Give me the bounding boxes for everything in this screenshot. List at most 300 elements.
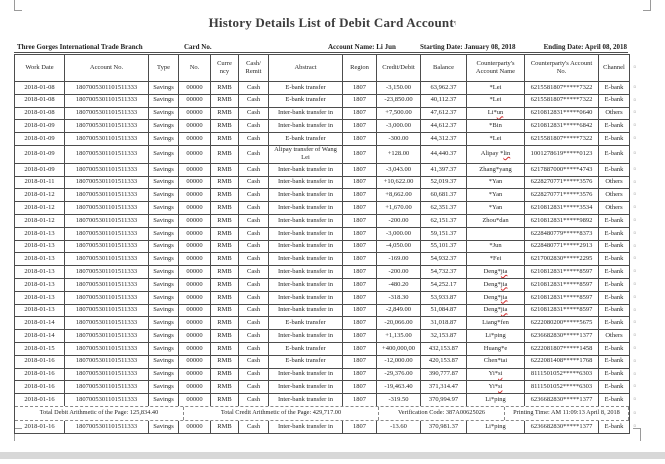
cell-counterparty-account: 6228270771*****3576 <box>525 177 599 189</box>
cell-counterparty-account: 6210812831*****3534 <box>525 202 599 214</box>
cell-cash-remit: Cash <box>239 146 269 163</box>
cell-currency: RMB <box>211 369 239 381</box>
cell-cash-remit: Cash <box>239 120 269 132</box>
cell-type: Savings <box>149 343 179 355</box>
cell-cash-remit: Cash <box>239 241 269 253</box>
cell-balance: 40,112.37 <box>421 95 467 107</box>
cell-type: Savings <box>149 133 179 145</box>
cell-currency: RMB <box>211 305 239 317</box>
text-boundary-mark-bottom-right <box>633 428 641 441</box>
cell-no: 00000 <box>179 215 211 227</box>
cell-credit-debit: -200.00 <box>377 215 421 227</box>
cell-type: Savings <box>149 177 179 189</box>
table-row <box>15 119 636 132</box>
cell-counterparty-name: *Lei <box>467 133 525 145</box>
cell-currency: RMB <box>211 292 239 304</box>
cell-account-no: 1807005301101511333 <box>65 241 149 253</box>
cell-channel: E-bank <box>604 357 624 365</box>
cell-counterparty-name <box>467 228 525 240</box>
cell-region: 1807 <box>343 253 377 265</box>
row-end-mark: ¤ <box>633 65 636 71</box>
row-end-mark: ¤ <box>633 167 636 173</box>
col-header-work-date: Work Date <box>15 55 65 81</box>
row-end-mark: ¤ <box>633 256 636 262</box>
cell-credit-debit: -2,849.00 <box>377 305 421 317</box>
cell-cash-remit: Cash <box>239 369 269 381</box>
cell-currency: RMB <box>211 108 239 120</box>
cell-channel: Others <box>605 178 623 186</box>
cell-credit-debit: -169.00 <box>377 253 421 265</box>
cell-counterparty-name: Liang*fen <box>467 317 525 329</box>
cell-channel: E-bank <box>604 216 624 224</box>
cell-cash-remit: Cash <box>239 95 269 107</box>
cell-account-no: 1807005301101511333 <box>65 189 149 201</box>
col-header-balance: Balance <box>421 55 467 81</box>
cell-credit-debit: -23,850.00 <box>377 95 421 107</box>
row-end-mark: ¤ <box>633 244 636 250</box>
cell-balance: 420,153.87 <box>421 356 467 368</box>
cell-type: Savings <box>149 120 179 132</box>
cell-channel: E-bank <box>604 134 624 142</box>
cell-balance: 44,312.37 <box>421 133 467 145</box>
cell-work-date: 2018-01-08 <box>15 82 65 94</box>
table-row <box>15 316 636 329</box>
cell-counterparty-account: 6210812831*****0640 <box>525 108 599 120</box>
cell-counterparty-name: Huang*e <box>467 343 525 355</box>
cell-counterparty-name: *Lei <box>467 82 525 94</box>
cell-work-date: 2018-01-09 <box>15 164 65 176</box>
cell-no: 00000 <box>179 279 211 291</box>
cell-type: Savings <box>149 253 179 265</box>
row-end-mark: ¤ <box>633 320 636 326</box>
cell-counterparty-name: *Fei <box>467 253 525 265</box>
branch-name: Three Gorges International Trade Branch <box>17 43 143 51</box>
cell-balance: 44,440.37 <box>421 146 467 163</box>
cell-region: 1807 <box>343 421 377 433</box>
cell-no: 00000 <box>179 394 211 406</box>
cell-work-date: 2018-01-13 <box>15 266 65 278</box>
cell-abstract: Inter-bank transfer in <box>269 279 343 291</box>
card-no-label: Card No. <box>184 43 212 51</box>
cell-counterparty-account: 1001278619*****0123 <box>525 146 599 163</box>
cell-region: 1807 <box>343 330 377 342</box>
cell-credit-debit: -3,000.00 <box>377 120 421 132</box>
cell-region: 1807 <box>343 305 377 317</box>
col-header-counterparty-name: Counterparty's Account Name <box>467 55 525 81</box>
cell-channel: E-bank <box>604 319 624 327</box>
table-row <box>15 94 636 107</box>
cell-abstract: Inter-bank transfer in <box>269 253 343 265</box>
cell-balance: 32,153.87 <box>421 330 467 342</box>
cell-account-no: 1807005301101511333 <box>65 177 149 189</box>
cell-balance: 44,612.37 <box>421 120 467 132</box>
cell-cash-remit: Cash <box>239 343 269 355</box>
statement-info-line <box>14 40 628 53</box>
row-end-mark: ¤ <box>633 372 636 377</box>
cell-counterparty-account: 6236682830*****1377 <box>525 394 599 406</box>
cell-abstract: Inter-bank transfer in <box>269 120 343 132</box>
cell-channel: Others <box>605 191 623 199</box>
table-body <box>15 81 636 406</box>
cell-work-date: 2018-01-13 <box>15 241 65 253</box>
cell-type: Savings <box>149 317 179 329</box>
cell-credit-debit: +1,135.00 <box>377 330 421 342</box>
cell-abstract: Inter-bank transfer in <box>269 241 343 253</box>
cell-counterparty-name: *Yan <box>467 202 525 214</box>
cell-work-date: 2018-01-09 <box>15 120 65 132</box>
table-row <box>15 355 636 368</box>
cell-counterparty-account: 6210812831*****8597 <box>525 305 599 317</box>
row-end-mark: ¤ <box>633 269 636 275</box>
cell-work-date: 2018-01-16 <box>15 394 65 406</box>
cell-abstract: Inter-bank transfer in <box>269 215 343 227</box>
cell-region: 1807 <box>343 228 377 240</box>
cell-work-date: 2018-01-13 <box>15 305 65 317</box>
col-header-account-no: Account No. <box>65 55 149 81</box>
cell-no: 00000 <box>179 356 211 368</box>
cell-balance: 47,612.37 <box>421 108 467 120</box>
spellcheck-squiggle: si <box>498 370 503 378</box>
cell-abstract: Inter-bank transfer in <box>269 421 343 433</box>
cell-balance: 53,933.87 <box>421 292 467 304</box>
cell-credit-debit: -13.60 <box>377 421 421 433</box>
cell-currency: RMB <box>211 228 239 240</box>
cell-account-no: 1807005301101511333 <box>65 120 149 132</box>
cell-type: Savings <box>149 241 179 253</box>
cell-channel: E-bank <box>604 293 624 301</box>
cell-account-no: 1807005301101511333 <box>65 421 149 433</box>
cell-credit-debit: -300.00 <box>377 133 421 145</box>
cell-region: 1807 <box>343 177 377 189</box>
cell-credit-debit: -12,000.00 <box>377 356 421 368</box>
cell-work-date: 2018-01-13 <box>15 253 65 265</box>
cell-counterparty-account: 6222080200*****5675 <box>525 317 599 329</box>
cell-credit-debit: -319.50 <box>377 394 421 406</box>
cell-work-date: 2018-01-15 <box>15 343 65 355</box>
cell-counterparty-name: Li*ping <box>467 394 525 406</box>
cell-channel: E-bank <box>604 306 624 314</box>
cell-counterparty-name: *Jun <box>467 241 525 253</box>
row-end-mark: ¤ <box>633 346 636 352</box>
cell-counterparty-account: 6215581807*****7322 <box>525 95 599 107</box>
cell-abstract: E-bank transfer <box>269 343 343 355</box>
cell-cash-remit: Cash <box>239 381 269 393</box>
cell-type: Savings <box>149 266 179 278</box>
table-row <box>15 278 636 291</box>
cell-counterparty-account: 6210812831*****8597 <box>525 266 599 278</box>
cell-account-no: 1807005301101511333 <box>65 266 149 278</box>
cell-region: 1807 <box>343 95 377 107</box>
cell-abstract: Inter-bank transfer in <box>269 164 343 176</box>
cell-counterparty-name: Alipay * lin <box>467 146 525 163</box>
cell-no: 00000 <box>179 164 211 176</box>
cell-cash-remit: Cash <box>239 266 269 278</box>
cell-balance: 54,252.17 <box>421 279 467 291</box>
cell-currency: RMB <box>211 215 239 227</box>
cell-credit-debit: +1,670.00 <box>377 202 421 214</box>
cell-channel: E-bank <box>604 383 624 391</box>
cell-no: 00000 <box>179 253 211 265</box>
cell-currency: RMB <box>211 241 239 253</box>
cell-work-date: 2018-01-12 <box>15 202 65 214</box>
cell-region: 1807 <box>343 266 377 278</box>
table-row <box>15 342 636 355</box>
cell-currency: RMB <box>211 189 239 201</box>
text-boundary-mark-top-left <box>14 0 22 11</box>
cell-abstract: E-bank transfer <box>269 82 343 94</box>
cell-region: 1807 <box>343 279 377 291</box>
cell-account-no: 1807005301101511333 <box>65 146 149 163</box>
row-end-mark: ¤ <box>633 384 636 390</box>
cell-type: Savings <box>149 330 179 342</box>
row-end-mark: ¤ <box>633 192 636 198</box>
text-boundary-mark-top-right <box>643 0 651 11</box>
cell-counterparty-name: Deng* jia <box>467 292 525 304</box>
row-end-mark: ¤ <box>633 308 636 314</box>
row-end-mark: ¤ <box>633 282 636 288</box>
row-end-mark: ¤ <box>633 397 636 403</box>
cell-type: Savings <box>149 82 179 94</box>
cell-channel: E-bank <box>604 395 624 403</box>
cell-abstract: Inter-bank transfer in <box>269 228 343 240</box>
spellcheck-squiggle: si <box>498 383 503 391</box>
table-row <box>15 132 636 145</box>
cell-channel: E-bank <box>604 122 624 130</box>
row-end-mark: ¤ <box>633 123 636 129</box>
cell-counterparty-account: 6222081807*****1458 <box>525 343 599 355</box>
cell-counterparty-name: Deng* jia <box>467 305 525 317</box>
cell-region: 1807 <box>343 381 377 393</box>
cell-counterparty-account: 6228270771*****3576 <box>525 189 599 201</box>
cell-abstract: Inter-bank transfer in <box>269 177 343 189</box>
table-row <box>15 265 636 278</box>
page-title: History Details List of Debit Card Account¶ <box>208 15 457 30</box>
cell-credit-debit: -3,000.00 <box>377 228 421 240</box>
total-credit: Total Credit Arithmetic of the Page: 429,717.00 <box>184 407 379 420</box>
cell-abstract: Inter-bank transfer in <box>269 202 343 214</box>
cell-type: Savings <box>149 369 179 381</box>
cell-account-no: 1807005301101511333 <box>65 215 149 227</box>
cell-type: Savings <box>149 202 179 214</box>
cell-abstract: E-bank transfer <box>269 317 343 329</box>
cell-credit-debit: +8,662.00 <box>377 189 421 201</box>
cell-account-no: 1807005301101511333 <box>65 330 149 342</box>
cell-counterparty-account: 6215581807*****7322 <box>525 82 599 94</box>
cell-balance: 51,084.87 <box>421 305 467 317</box>
cell-cash-remit: Cash <box>239 228 269 240</box>
table-row <box>15 201 636 214</box>
cell-credit-debit: -480.20 <box>377 279 421 291</box>
cell-counterparty-name: Chen*tai <box>467 356 525 368</box>
cell-account-no: 1807005301101511333 <box>65 369 149 381</box>
account-name: Account Name: Li Jun <box>328 43 396 51</box>
table-row <box>15 107 636 120</box>
cell-no: 00000 <box>179 381 211 393</box>
table-header-row <box>15 55 636 81</box>
cell-credit-debit: -318.30 <box>377 292 421 304</box>
cell-balance: 370,981.37 <box>421 421 467 433</box>
cell-no: 00000 <box>179 120 211 132</box>
cell-abstract: Inter-bank transfer in <box>269 369 343 381</box>
cell-cash-remit: Cash <box>239 133 269 145</box>
cell-currency: RMB <box>211 133 239 145</box>
cell-currency: RMB <box>211 146 239 163</box>
cell-cash-remit: Cash <box>239 215 269 227</box>
table-row <box>15 227 636 240</box>
cell-credit-debit: +7,500.00 <box>377 108 421 120</box>
cell-cash-remit: Cash <box>239 108 269 120</box>
paragraph-mark: ¶ <box>453 21 457 27</box>
cell-no: 00000 <box>179 330 211 342</box>
col-header-cash-remit: Cash/ Remit <box>239 55 269 81</box>
cell-currency: RMB <box>211 343 239 355</box>
cell-abstract: Inter-bank transfer in <box>269 305 343 317</box>
cell-currency: RMB <box>211 381 239 393</box>
cell-work-date: 2018-01-14 <box>15 330 65 342</box>
cell-region: 1807 <box>343 120 377 132</box>
cell-counterparty-name: Li*ping <box>467 330 525 342</box>
row-end-mark: ¤ <box>633 85 636 91</box>
cell-type: Savings <box>149 356 179 368</box>
cell-work-date: 2018-01-09 <box>15 146 65 163</box>
cell-work-date: 2018-01-13 <box>15 292 65 304</box>
cell-region: 1807 <box>343 189 377 201</box>
cell-abstract: Inter-bank transfer in <box>269 189 343 201</box>
cell-no: 00000 <box>179 133 211 145</box>
ending-date: Ending Date: April 08, 2018 <box>543 43 627 51</box>
cell-credit-debit: -20,066.00 <box>377 317 421 329</box>
cell-work-date: 2018-01-14 <box>15 317 65 329</box>
row-end-mark: ¤ <box>633 333 636 339</box>
cell-abstract: Inter-bank transfer in <box>269 266 343 278</box>
cell-account-no: 1807005301101511333 <box>65 356 149 368</box>
cell-counterparty-account: 8111501052*****6303 <box>525 369 599 381</box>
cell-channel: E-bank <box>604 242 624 250</box>
cell-work-date: 2018-01-16 <box>15 421 65 433</box>
cell-account-no: 1807005301101511333 <box>65 292 149 304</box>
col-header-counterparty-account: Counterparty's Account No. <box>525 55 599 81</box>
cell-no: 00000 <box>179 266 211 278</box>
cell-balance: 370,994.97 <box>421 394 467 406</box>
row-end-mark: ¤ <box>633 218 636 224</box>
cell-balance: 432,153.87 <box>421 343 467 355</box>
cell-account-no: 1807005301101511333 <box>65 164 149 176</box>
table-row <box>15 252 636 265</box>
cell-work-date: 2018-01-13 <box>15 228 65 240</box>
cell-cash-remit: Cash <box>239 189 269 201</box>
cell-channel: E-bank <box>604 255 624 263</box>
cell-currency: RMB <box>211 177 239 189</box>
row-end-mark: ¤ <box>633 424 636 430</box>
cell-balance: 63,962.37 <box>421 82 467 94</box>
cell-no: 00000 <box>179 292 211 304</box>
cell-channel: E-bank <box>604 229 624 237</box>
spellcheck-squiggle: jia <box>500 267 508 275</box>
cell-work-date: 2018-01-16 <box>15 369 65 381</box>
cell-counterparty-name: Yi* si <box>467 369 525 381</box>
cell-no: 00000 <box>179 317 211 329</box>
cell-channel: Others <box>605 109 623 117</box>
table-row <box>15 329 636 342</box>
cell-type: Savings <box>149 189 179 201</box>
spellcheck-squiggle: jia <box>500 280 508 288</box>
total-debit: Total Debit Arithmetic of the Page: 125,834.40 <box>15 407 184 420</box>
cell-channel: E-bank <box>604 165 624 173</box>
cell-cash-remit: Cash <box>239 317 269 329</box>
cell-counterparty-account: 6215581807*****7322 <box>525 133 599 145</box>
cell-region: 1807 <box>343 317 377 329</box>
col-header-abstract: Abstract <box>269 55 343 81</box>
cell-channel: E-bank <box>604 150 624 158</box>
col-header-currency: Curre ncy <box>211 55 239 81</box>
cell-counterparty-name: Zhou*dan <box>467 215 525 227</box>
cell-account-no: 1807005301101511333 <box>65 394 149 406</box>
cell-currency: RMB <box>211 421 239 433</box>
col-header-credit-debit: Credit/Debit <box>377 55 421 81</box>
cell-region: 1807 <box>343 133 377 145</box>
cell-account-no: 1807005301101511333 <box>65 202 149 214</box>
cell-abstract: Alipay transfer of Wang Lei <box>269 146 343 163</box>
cell-credit-debit: +10,622.00 <box>377 177 421 189</box>
cell-currency: RMB <box>211 317 239 329</box>
cell-cash-remit: Cash <box>239 82 269 94</box>
row-end-mark: ¤ <box>633 295 636 301</box>
cell-currency: RMB <box>211 164 239 176</box>
table-row <box>15 163 636 176</box>
cell-work-date: 2018-01-13 <box>15 279 65 291</box>
cell-type: Savings <box>149 381 179 393</box>
cell-cash-remit: Cash <box>239 356 269 368</box>
row-end-mark: ¤ <box>633 136 636 142</box>
row-end-mark: ¤ <box>633 231 636 237</box>
cell-credit-debit: +128.00 <box>377 146 421 163</box>
cell-counterparty-account: 6210812831*****8597 <box>525 292 599 304</box>
cell-abstract: Inter-bank transfer in <box>269 381 343 393</box>
cell-currency: RMB <box>211 266 239 278</box>
cell-balance: 31,018.87 <box>421 317 467 329</box>
cell-currency: RMB <box>211 356 239 368</box>
spellcheck-squiggle: un <box>496 109 504 117</box>
table-row <box>15 81 636 94</box>
cell-account-no: 1807005301101511333 <box>65 279 149 291</box>
cell-type: Savings <box>149 146 179 163</box>
cell-account-no: 1807005301101511333 <box>65 95 149 107</box>
cell-account-no: 1807005301101511333 <box>65 253 149 265</box>
cell-counterparty-name: *Yan <box>467 189 525 201</box>
cell-account-no: 1807005301101511333 <box>65 228 149 240</box>
cell-type: Savings <box>149 95 179 107</box>
row-end-mark: ¤ <box>633 411 636 416</box>
cell-no: 00000 <box>179 82 211 94</box>
printing-time: Printing Time: AM 11:09:13 April 8, 2018 <box>505 407 629 420</box>
cell-no: 00000 <box>179 189 211 201</box>
cell-balance: 54,932.37 <box>421 253 467 265</box>
cell-type: Savings <box>149 279 179 291</box>
cell-cash-remit: Cash <box>239 279 269 291</box>
cell-credit-debit: -4,050.00 <box>377 241 421 253</box>
row-end-mark: ¤ <box>633 180 636 186</box>
cell-channel: E-bank <box>604 83 624 91</box>
cell-cash-remit: Cash <box>239 421 269 433</box>
row-end-mark: ¤ <box>633 110 636 116</box>
cell-work-date: 2018-01-11 <box>15 177 65 189</box>
cell-counterparty-account: 6217002830*****2295 <box>525 253 599 265</box>
cell-cash-remit: Cash <box>239 177 269 189</box>
cell-currency: RMB <box>211 120 239 132</box>
cell-region: 1807 <box>343 146 377 163</box>
cell-account-no: 1807005301101511333 <box>65 305 149 317</box>
cell-no: 00000 <box>179 421 211 433</box>
